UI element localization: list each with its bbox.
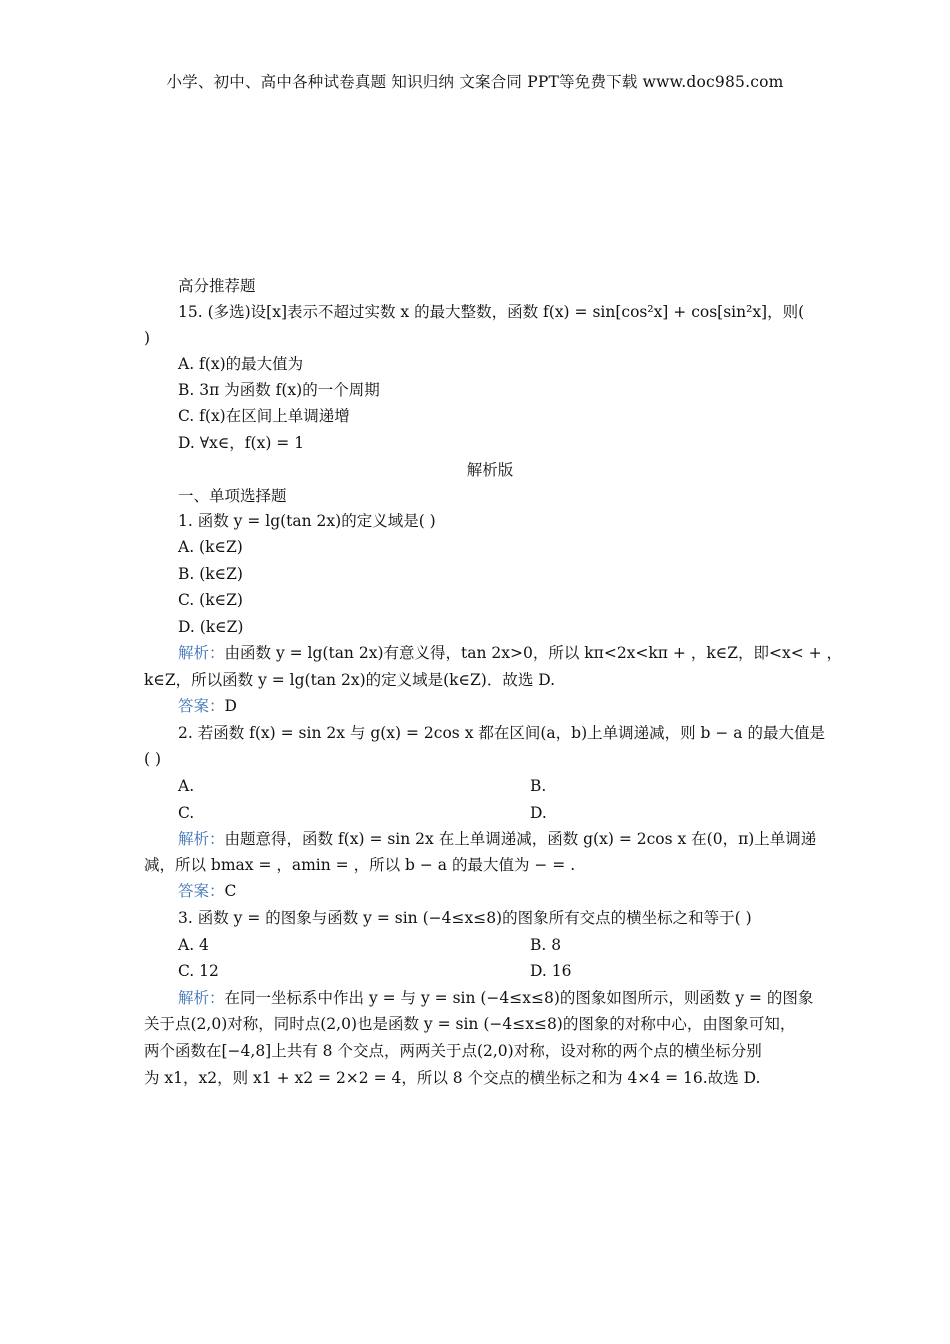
answer-value: C bbox=[224, 882, 237, 900]
q3-option-c: C. 12 bbox=[178, 962, 219, 980]
analysis-label: 解析： bbox=[178, 830, 225, 848]
q15-stem: 15. (多选)设[x]表示不超过实数 x 的最大整数，函数 f(x) = sin[cos²x] + cos[sin²x]，则( bbox=[178, 303, 805, 321]
q1-analysis-line1 bbox=[178, 643, 842, 663]
q3-stem: 3. 函数 y = 的图象与函数 y = sin (−4≤x≤8)的图象所有交点的横坐标之和等于( ) bbox=[178, 909, 752, 927]
q15-option-b: B. 3π 为函数 f(x)的一个周期 bbox=[178, 381, 380, 399]
answer-title: 解析版 bbox=[466, 461, 514, 479]
q15-option-c: C. f(x)在区间上单调递增 bbox=[178, 407, 350, 425]
q3-option-b: B. 8 bbox=[530, 936, 562, 954]
q3-analysis-line1 bbox=[178, 988, 813, 1008]
answer-label: 答案： bbox=[178, 882, 225, 900]
q1-option-b: B. (k∈Z) bbox=[178, 565, 243, 583]
section-title: 高分推荐题 bbox=[178, 277, 256, 295]
q2-answer bbox=[178, 881, 236, 901]
q3-analysis-line3: 两个函数在[−4,8]上共有 8 个交点，两两关于点(2,0)对称，设对称的两个点的横坐标分别 bbox=[144, 1042, 762, 1060]
answer-value: D bbox=[224, 697, 237, 715]
q1-option-a: A. (k∈Z) bbox=[178, 538, 243, 556]
q1-option-c: C. (k∈Z) bbox=[178, 591, 243, 609]
q2-option-a: A. bbox=[178, 777, 195, 795]
q1-analysis-line2: k∈Z，所以函数 y = lg(tan 2x)的定义域是(k∈Z)．故选 D. bbox=[144, 671, 556, 689]
q15-option-d: D. ∀x∈，f(x) = 1 bbox=[178, 434, 305, 452]
analysis-text: 由函数 y = lg(tan 2x)有意义得，tan 2x>0，所以 kπ<2x<kπ + ，k∈Z，即<x< + ， bbox=[224, 644, 843, 662]
analysis-label: 解析： bbox=[178, 989, 225, 1007]
q3-option-d: D. 16 bbox=[530, 962, 572, 980]
analysis-text: 由题意得，函数 f(x) = sin 2x 在上单调递减，函数 g(x) = 2cos x 在(0，π)上单调递 bbox=[224, 830, 817, 848]
q2-analysis-line1 bbox=[178, 829, 816, 849]
q1-stem: 1. 函数 y = lg(tan 2x)的定义域是( ) bbox=[178, 512, 436, 530]
q3-analysis-line4: 为 x1，x2，则 x1 + x2 = 2×2 = 4，所以 8 个交点的横坐标之和为 4×4 = 16.故选 D. bbox=[144, 1069, 761, 1087]
q2-stem-end: ( ) bbox=[144, 750, 162, 768]
q15-option-a: A. f(x)的最大值为 bbox=[178, 355, 304, 373]
q3-analysis-line2: 关于点(2,0)对称，同时点(2,0)也是函数 y = sin (−4≤x≤8)的图象的对称中心，由图象可知， bbox=[144, 1015, 796, 1033]
q2-option-c: C. bbox=[178, 804, 195, 822]
q2-option-b: B. bbox=[530, 777, 547, 795]
answer-label: 答案： bbox=[178, 697, 225, 715]
q1-answer bbox=[178, 696, 237, 716]
analysis-label: 解析： bbox=[178, 644, 225, 662]
q15-stem-end: ) bbox=[144, 329, 151, 347]
q3-option-a: A. 4 bbox=[178, 936, 209, 954]
q2-option-d: D. bbox=[530, 804, 547, 822]
analysis-text: 在同一坐标系中作出 y = 与 y = sin (−4≤x≤8)的图象如图所示，则函数 y = 的图象 bbox=[224, 989, 814, 1007]
q2-stem: 2. 若函数 f(x) = sin 2x 与 g(x) = 2cos x 都在区间(a，b)上单调递减，则 b − a 的最大值是 bbox=[178, 724, 825, 742]
page-header: 小学、初中、高中各种试卷真题 知识归纳 文案合同 PPT等免费下载 www.doc985.com bbox=[166, 73, 784, 91]
part-title: 一、单项选择题 bbox=[178, 487, 287, 505]
q2-analysis-line2: 减，所以 bmax = ，amin = ，所以 b − a 的最大值为 − = . bbox=[144, 856, 576, 874]
q1-option-d: D. (k∈Z) bbox=[178, 618, 244, 636]
